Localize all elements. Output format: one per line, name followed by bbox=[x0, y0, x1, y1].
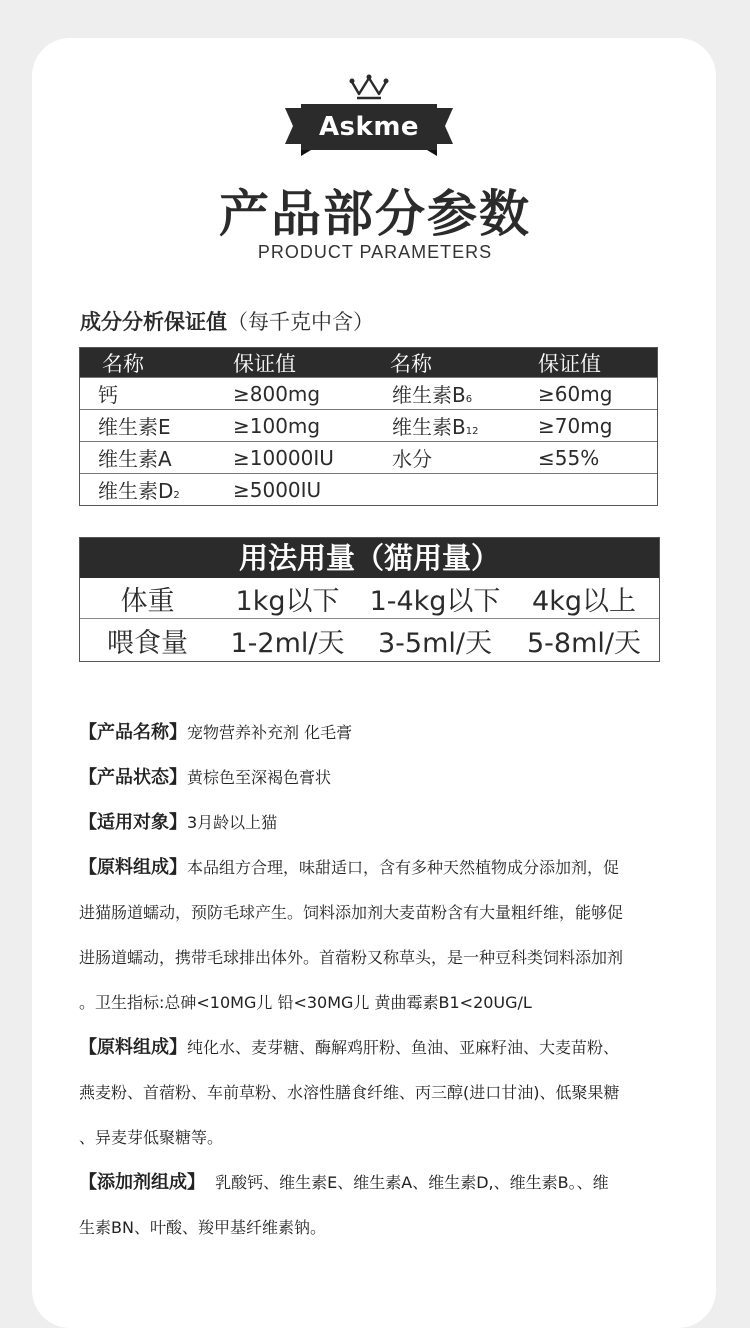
analysis-heading-note: （每千克中含） bbox=[227, 310, 374, 334]
product-info bbox=[79, 710, 673, 1250]
info-value: 乳酸钙、维生素E、维生素A、维生素D,、维生素B。、维 bbox=[205, 1173, 609, 1192]
info-value: 。卫生指标:总砷<10MG儿 铅<30MG儿 黄曲霉素B1<20UG/L bbox=[79, 993, 532, 1012]
info-line bbox=[79, 935, 673, 980]
nutrient-value: ≥70mg bbox=[538, 413, 613, 438]
info-line bbox=[79, 890, 673, 935]
info-key: 【适用对象】 bbox=[79, 812, 187, 833]
info-line bbox=[79, 980, 673, 1025]
crown-icon bbox=[349, 74, 389, 100]
info-value: 黄棕色至深褐色膏状 bbox=[187, 768, 332, 787]
table-row bbox=[80, 441, 657, 473]
analysis-heading-main: 成分分析保证值 bbox=[80, 310, 227, 334]
page-title: 产品部分参数 bbox=[219, 185, 531, 243]
info-key: 【添加剂组成】 bbox=[79, 1172, 205, 1193]
info-line bbox=[79, 1025, 673, 1070]
row-label: 喂食量 bbox=[107, 627, 188, 659]
info-value: 进猫肠道蠕动，预防毛球产生。饲料添加剂大麦苗粉含有大量粗纤维，能够促 bbox=[79, 903, 624, 922]
dosage-cell: 5-8ml/天 bbox=[527, 627, 641, 659]
column-header: 名称 bbox=[102, 351, 144, 376]
dosage-cell: 3-5ml/天 bbox=[378, 627, 492, 659]
table-row bbox=[80, 473, 657, 505]
table-row bbox=[80, 578, 659, 618]
brand-logo bbox=[285, 74, 453, 156]
analysis-table bbox=[79, 347, 658, 506]
info-key: 【产品名称】 bbox=[79, 722, 187, 743]
dosage-title: 用法用量（猫用量） bbox=[80, 538, 659, 578]
info-value: 、异麦芽低聚糖等。 bbox=[79, 1128, 224, 1147]
info-line bbox=[79, 755, 673, 800]
dosage-cell: 4kg以上 bbox=[532, 585, 636, 617]
info-value: 宠物营养补充剂 化毛膏 bbox=[187, 723, 353, 742]
nutrient-name: 维生素A bbox=[98, 447, 172, 471]
info-value: 3月龄以上猫 bbox=[187, 813, 278, 832]
table-row bbox=[80, 618, 659, 661]
table-header-row bbox=[80, 348, 657, 377]
dosage-cell: 1kg以下 bbox=[235, 585, 340, 617]
info-line bbox=[79, 800, 673, 845]
nutrient-value: ≥60mg bbox=[538, 381, 613, 406]
dosage-cell: 1-4kg以下 bbox=[369, 585, 501, 617]
brand-name: Askme bbox=[318, 112, 420, 142]
nutrient-name: 钙 bbox=[98, 383, 118, 407]
table-row bbox=[80, 377, 657, 409]
info-line bbox=[79, 710, 673, 755]
info-key: 【产品状态】 bbox=[79, 767, 187, 788]
nutrient-name: 维生素E bbox=[98, 415, 171, 439]
row-label: 体重 bbox=[120, 585, 175, 617]
info-value: 燕麦粉、首蓿粉、车前草粉、水溶性膳食纤维、丙三醇(进口甘油)、低聚果糖 bbox=[79, 1083, 620, 1102]
info-line bbox=[79, 1070, 673, 1115]
info-line bbox=[79, 845, 673, 890]
info-key: 【原料组成】 bbox=[79, 857, 187, 878]
info-line bbox=[79, 1160, 673, 1205]
page-subtitle: PRODUCT PARAMETERS bbox=[257, 242, 493, 262]
info-line bbox=[79, 1205, 673, 1250]
column-header: 保证值 bbox=[233, 351, 296, 376]
info-line bbox=[79, 1115, 673, 1160]
nutrient-value: ≤55% bbox=[538, 445, 600, 470]
dosage-cell: 1-2ml/天 bbox=[230, 627, 345, 659]
nutrient-value: ≥10000IU bbox=[233, 445, 334, 470]
table-row bbox=[80, 409, 657, 441]
analysis-heading bbox=[80, 306, 374, 336]
nutrient-name: 维生素B6 bbox=[392, 383, 473, 407]
nutrient-value: ≥100mg bbox=[233, 413, 321, 438]
column-header: 保证值 bbox=[538, 351, 601, 376]
info-value: 纯化水、麦芽糖、酶解鸡肝粉、鱼油、亚麻籽油、大麦苗粉、 bbox=[187, 1038, 620, 1057]
column-header: 名称 bbox=[390, 351, 432, 376]
info-value: 生素BN、叶酸、羧甲基纤维素钠。 bbox=[79, 1218, 326, 1237]
nutrient-name: 维生素B12 bbox=[392, 415, 479, 439]
nutrient-value: ≥5000IU bbox=[233, 477, 322, 502]
info-value: 进肠道蠕动，携带毛球排出体外。首蓿粉又称草头，是一种豆科类饲料添加剂 bbox=[79, 948, 624, 967]
nutrient-name: 水分 bbox=[392, 447, 432, 471]
nutrient-name: 维生素D2 bbox=[98, 479, 180, 503]
info-value: 本品组方合理，味甜适口，含有多种天然植物成分添加剂，促 bbox=[187, 858, 620, 877]
dosage-table bbox=[79, 537, 660, 662]
info-key: 【原料组成】 bbox=[79, 1037, 187, 1058]
nutrient-value: ≥800mg bbox=[233, 381, 321, 406]
